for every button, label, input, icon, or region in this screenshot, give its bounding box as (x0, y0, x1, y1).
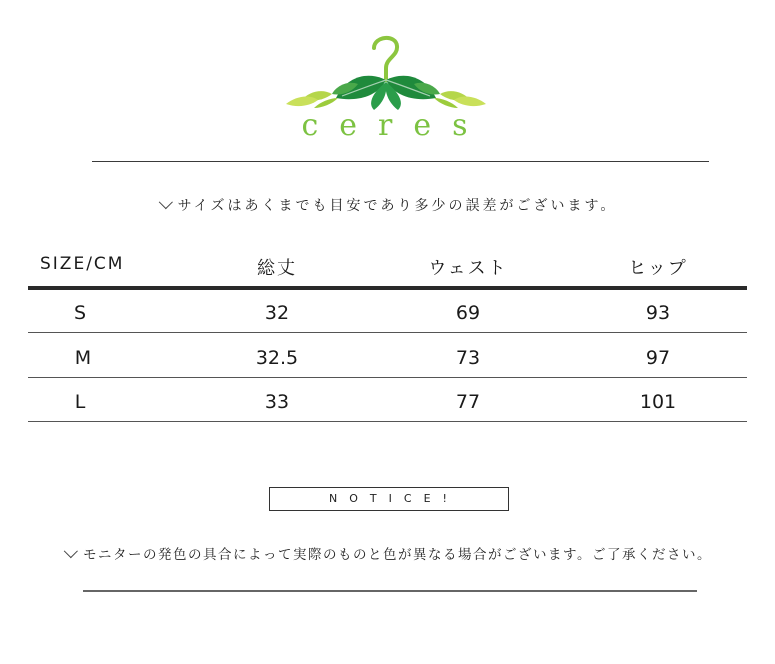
table-row (28, 337, 747, 381)
table-header (28, 250, 747, 286)
divider-bottom (83, 590, 697, 592)
color-disclaimer (0, 543, 775, 563)
cell-waist: 73 (455, 347, 481, 369)
color-disclaimer-text: モニターの発色の具合によって実際のものと色が異なる場合がございます。ご了承ください。 (83, 547, 712, 563)
divider-top (92, 161, 709, 162)
row-divider (28, 377, 747, 378)
cell-waist: 69 (455, 302, 481, 324)
row-divider (28, 421, 747, 422)
notice-label: NOTICE! (269, 487, 509, 511)
size-table (28, 250, 747, 413)
cell-hip: 97 (645, 347, 671, 369)
cell-size: M (74, 347, 92, 369)
cell-waist: 77 (455, 391, 481, 413)
cell-length: 32 (264, 302, 290, 324)
chevron-down-icon (64, 544, 78, 558)
header-length: 総丈 (257, 258, 297, 279)
cell-hip: 101 (639, 391, 677, 413)
brand-name: ceres (301, 108, 489, 143)
size-disclaimer-text: サイズはあくまでも目安であり多少の誤差がございます。 (177, 198, 618, 214)
cell-size: L (74, 391, 86, 413)
hanger-leaf-icon (278, 28, 498, 118)
chevron-down-icon (158, 195, 172, 209)
table-row (28, 381, 747, 425)
header-waist: ウェスト (428, 258, 508, 279)
header-hip: ヒップ (628, 258, 688, 279)
header-divider (28, 286, 747, 290)
header-size: SIZE/CM (40, 254, 125, 274)
cell-length: 32.5 (255, 347, 299, 369)
cell-size: S (73, 302, 87, 324)
cell-length: 33 (264, 391, 290, 413)
size-disclaimer (0, 195, 775, 215)
cell-hip: 93 (645, 302, 671, 324)
row-divider (28, 332, 747, 333)
table-row (28, 292, 747, 336)
